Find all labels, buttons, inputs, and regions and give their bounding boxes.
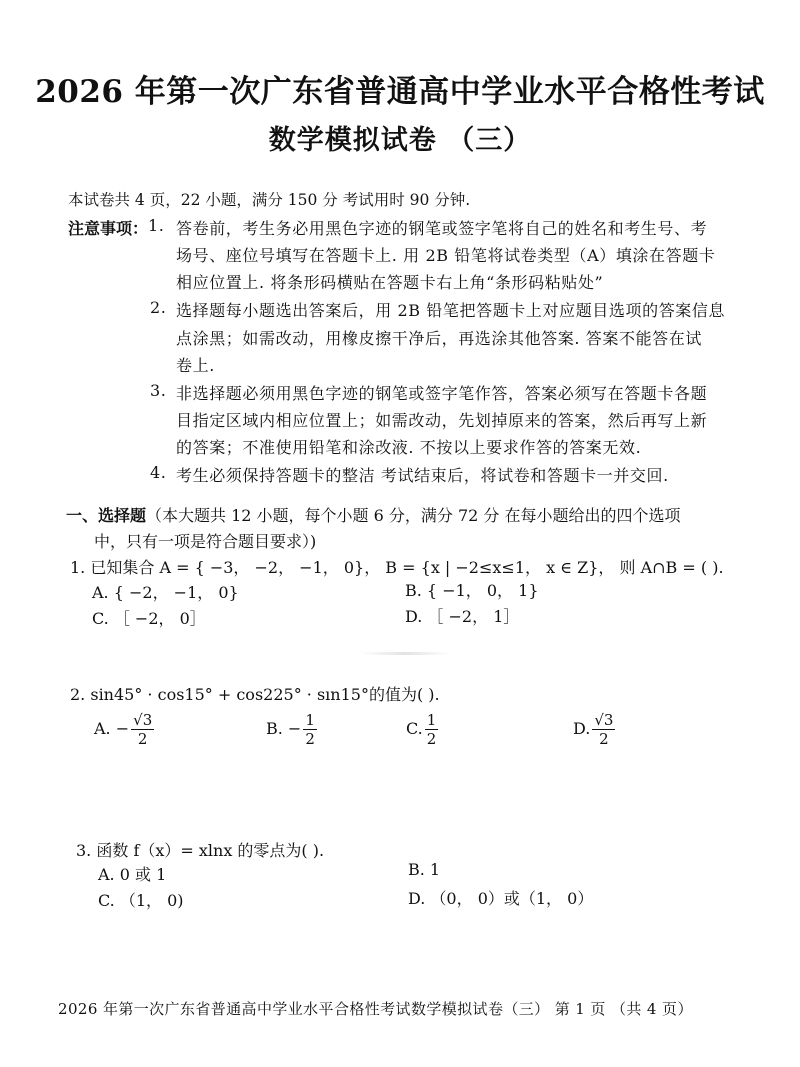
fraction-denominator: 2 <box>426 730 437 748</box>
q2-option-c <box>406 712 438 747</box>
fraction <box>592 712 615 747</box>
note-line: 相应位置上. 将条形码横贴在答题卡右上角“条形码粘贴处” <box>176 273 604 292</box>
fraction-denominator: 2 <box>137 730 148 748</box>
question-2-stem: 2. sin45° · cos15° + cos225° · sın15°的值为( ). <box>70 685 440 704</box>
page-footer: 2026 年第一次广东省普通高中学业水平合格性考试数学模拟试卷（三） 第 1 页 （共 4 页） <box>58 1000 693 1018</box>
note-number: 1. <box>148 216 165 235</box>
q2-option-c-label: C. <box>406 719 423 738</box>
exam-title: 2026 年第一次广东省普通高中学业水平合格性考试 <box>35 74 765 110</box>
fraction-numerator: √3 <box>594 711 614 729</box>
q2-option-a <box>94 712 154 747</box>
q1-option-d: D. ［ −2， 1］ <box>405 607 520 626</box>
q2-option-d <box>573 712 615 747</box>
q3-option-c: C. （1， 0) <box>98 891 184 910</box>
note-line: 答卷前，考生务必用黑色字迹的钢笔或签字笔将自己的姓名和考生号、考 <box>176 219 708 238</box>
q3-option-a: A. 0 或 1 <box>98 865 167 884</box>
note-line: 目指定区域内相应位置上；如需改动，先划掉原来的答案，然后再写上新 <box>176 411 708 430</box>
notes-label: 注意事项： <box>68 219 149 238</box>
fraction <box>131 712 154 747</box>
fraction-numerator: √3 <box>133 711 153 729</box>
note-line: 场号、座位号填写在答题卡上. 用 2B 铅笔将试卷类型（A）填涂在答题卡 <box>176 246 716 265</box>
fraction-numerator: 1 <box>426 711 437 729</box>
q2-option-a-label: A. − <box>94 719 130 738</box>
note-line: 非选择题必须用黑色字迹的钢笔或签字笔作答，答案必须写在答题卡各题 <box>176 384 708 403</box>
fraction-denominator: 2 <box>599 730 609 748</box>
question-3-stem: 3. 函数 f（x）= xlnx 的零点为( ). <box>76 841 325 860</box>
note-line: 卷上. <box>176 356 215 375</box>
q1-option-b: B. { −1， 0， 1} <box>405 581 539 600</box>
q3-option-d: D. （0， 0）或（1， 0） <box>408 889 594 908</box>
section-label: 一、选择题 <box>66 506 147 525</box>
note-number: 4. <box>150 463 167 482</box>
section-desc-line2: 中，只有一项是符合题目要求）) <box>94 532 317 551</box>
note-line: 点涂黑；如需改动，用橡皮擦干净后，再选涂其他答案. 答案不能答在试 <box>176 329 702 348</box>
q2-option-b-label: B. − <box>266 719 302 738</box>
q1-option-a: A. { −2， −1， 0} <box>92 583 239 602</box>
scan-smudge <box>360 652 450 655</box>
q3-option-b: B. 1 <box>408 860 441 879</box>
fraction-denominator: 2 <box>305 730 315 748</box>
note-line: 的答案；不准使用铅笔和涂改液. 不按以上要求作答的答案无效. <box>176 438 642 457</box>
q2-option-d-label: D. <box>573 719 591 738</box>
exam-intro: 本试卷共 4 页，22 小题，满分 150 分 考试用时 90 分钟. <box>68 191 471 209</box>
note-number: 3. <box>150 381 167 400</box>
section-desc: （本大题共 12 小题，每个小题 6 分，满分 72 分 在每小题给出的四个选项 <box>146 506 681 525</box>
note-line: 选择题每小题选出答案后，用 2B 铅笔把答题卡上对应题目选项的答案信息 <box>176 301 726 320</box>
question-1-stem: 1. 已知集合 A = { −3， −2， −1， 0}， B = {x | −2≤x≤1， x ∈ Z}， 则 A∩B = ( ). <box>70 558 724 577</box>
note-number: 2. <box>150 298 167 317</box>
q2-option-b <box>266 712 317 747</box>
fraction-numerator: 1 <box>305 711 315 729</box>
q1-option-c: C. ［ −2， 0］ <box>92 609 206 628</box>
section-heading <box>66 503 681 526</box>
fraction <box>303 712 317 747</box>
exam-subtitle: 数学模拟试卷 （三） <box>268 125 532 156</box>
fraction <box>425 712 439 747</box>
note-line: 考生必须保持答题卡的整洁 考试结束后，将试卷和答题卡一并交回. <box>176 466 669 485</box>
